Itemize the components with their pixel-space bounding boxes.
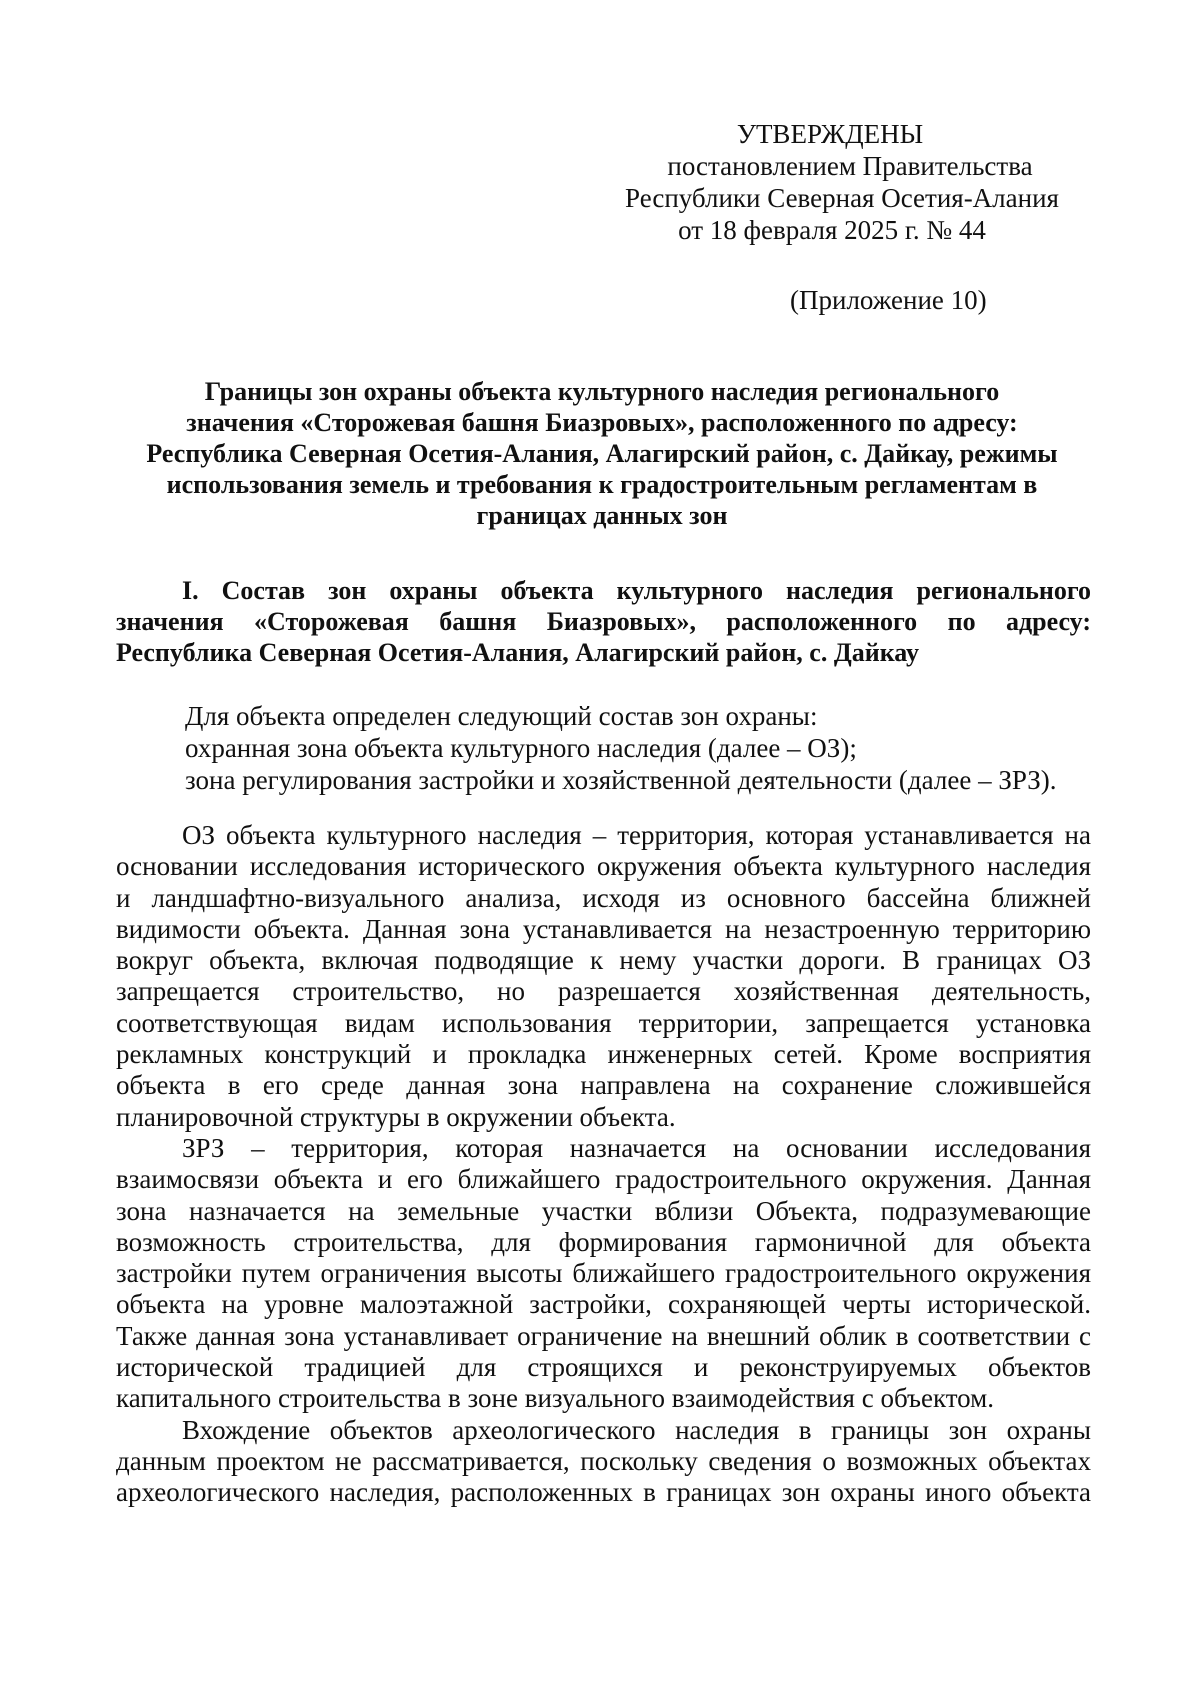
paragraph-line: капитального строительства в зоне визуального взаимодействия с объектом.	[116, 1383, 995, 1414]
paragraph-line: Также данная зона устанавливает ограничение на внешний облик в соответствии с	[116, 1320, 1091, 1351]
paragraph-line: планировочной структуры в окружении объекта.	[116, 1101, 676, 1132]
paragraph-line: зона назначается на земельные участки вблизи Объекта, подразумевающие	[116, 1195, 1091, 1226]
paragraph-line: археологического наследия, расположенных в границах зон охраны иного объекта	[116, 1477, 1091, 1508]
paragraph-line: запрещается строительство, но разрешается хозяйственная деятельность,	[116, 976, 1091, 1007]
paragraph-line: видимости объекта. Данная зона устанавливается на незастроенную территорию	[116, 913, 1091, 944]
approval-heading: УТВЕРЖДЕНЫ	[736, 119, 924, 149]
paragraph-line: объекта в его среде данная зона направлена на сохранение сложившейся	[116, 1070, 1091, 1101]
paragraph-line: вокруг объекта, включая подводящие к нему участки дороги. В границах ОЗ	[116, 945, 1091, 976]
document-title	[112, 376, 1092, 531]
paragraph-line: ЗРЗ – территория, которая назначается на основании исследования	[182, 1132, 1091, 1163]
section-heading-line: I. Состав зон охраны объекта культурного наследия регионального	[182, 576, 1091, 605]
approval-line-republic: Республики Северная Осетия-Алания	[625, 183, 1059, 213]
appendix-label: (Приложение 10)	[790, 285, 987, 315]
paragraph-line: и ландшафтно-визуального анализа, исходя из основного бассейна ближней	[116, 882, 1091, 913]
paragraph-line: соответствующая видам использования территории, запрещается установка	[116, 1007, 1091, 1038]
section-heading-line: Республика Северная Осетия-Алания, Алагирский район, с. Дайкау	[116, 638, 919, 667]
title-line: Республика Северная Осетия-Алания, Алагирский район, с. Дайкау, режимы	[146, 439, 1058, 468]
paragraph-line: взаимосвязи объекта и его ближайшего градостроительного окружения. Данная	[116, 1164, 1091, 1195]
paragraph-line: исторической традицией для строящихся и реконструируемых объектов	[116, 1352, 1091, 1383]
body-text	[116, 820, 1091, 1509]
title-line: значения «Сторожевая башня Биазровых», расположенного по адресу:	[186, 408, 1018, 437]
zones-list	[185, 700, 1105, 796]
approval-stamp	[600, 118, 1100, 246]
paragraph-line: основании исследования исторического окружения объекта культурного наследия	[116, 851, 1091, 882]
title-line: границах данных зон	[476, 501, 728, 530]
title-line: использования земель и требования к градостроительным регламентам в	[166, 470, 1038, 499]
paragraph-line: ОЗ объекта культурного наследия – территория, которая устанавливается на	[182, 820, 1091, 850]
zone-item-oz: охранная зона объекта культурного наследия (далее – ОЗ);	[185, 733, 857, 763]
paragraph-line: объекта на уровне малоэтажной застройки, сохраняющей черты исторической.	[116, 1289, 1091, 1320]
section-heading-line: значения «Сторожевая башня Биазровых», расположенного по адресу:	[116, 607, 1091, 636]
approval-line-date: от 18 февраля 2025 г. № 44	[678, 215, 986, 245]
paragraph-oz	[116, 820, 1091, 1133]
zone-item-zrz: зона регулирования застройки и хозяйственной деятельности (далее – ЗРЗ).	[185, 765, 1057, 795]
paragraph-line: застройки путем ограничения высоты ближайшего градостроительного окружения	[116, 1258, 1091, 1289]
paragraph-line: возможность строительства, для формирования гармоничной для объекта	[116, 1226, 1091, 1257]
section-heading	[116, 575, 1091, 668]
zones-intro: Для объекта определен следующий состав зон охраны:	[185, 701, 818, 731]
paragraph-line: Вхождение объектов археологического наследия в границы зон охраны	[182, 1414, 1091, 1445]
approval-line-resolution: постановлением Правительства	[667, 151, 1033, 181]
paragraph-line: рекламных конструкций и прокладка инженерных сетей. Кроме восприятия	[116, 1039, 1091, 1070]
paragraph-zrz	[116, 1133, 1091, 1415]
paragraph-line: данным проектом не рассматривается, поскольку сведения о возможных объектах	[116, 1445, 1091, 1476]
paragraph-archaeology	[116, 1415, 1091, 1509]
title-line: Границы зон охраны объекта культурного наследия регионального	[204, 377, 1000, 406]
